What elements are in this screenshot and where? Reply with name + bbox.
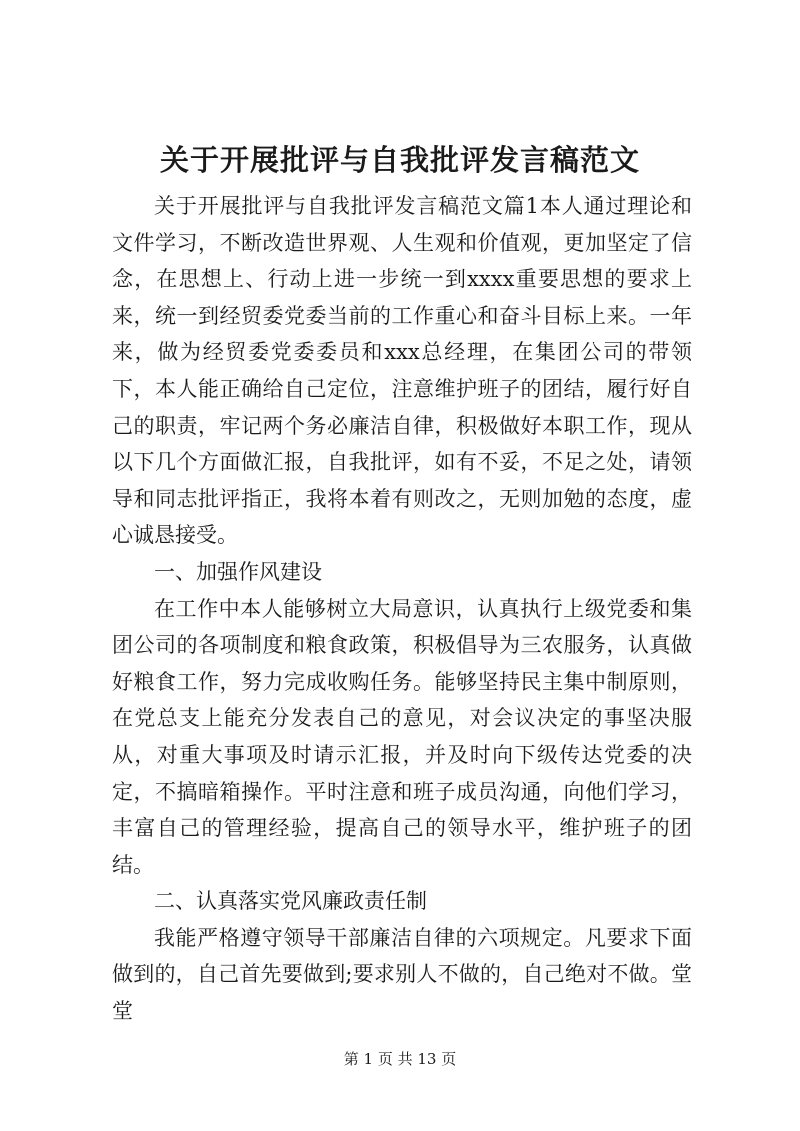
document-body xyxy=(112,188,692,1030)
page-number-footer: 第 1 页 共 13 页 xyxy=(343,1050,457,1068)
paragraph-section-2: 我能严格遵守领导干部廉洁自律的六项规定。凡要求下面做到的，自己首先要做到;要求别人不做的，自己绝对不做。堂堂 xyxy=(112,925,692,1024)
paragraph-intro: 关于开展批评与自我批评发言稿范文篇1本人通过理论和文件学习，不断改造世界观、人生观和价值观，更加坚定了信念，在思想上、行动上进一步统一到xxxx重要思想的要求上来，统一到经贸委党委当前的工作重心和奋斗目标上来。一年来，做为经贸委党委委员和xxx总经理，在集团公司的带领下，本人能正确给自己定位，注意维护班子的团结，履行好自己的职责，牢记两个务必廉洁自律，积极做好本职工作，现从以下几个方面做汇报，自我批评，如有不妥，不足之处，请领导和同志批评指正，我将本着有则改之，无则加勉的态度，虚心诚恳接受。 xyxy=(112,194,692,548)
paragraph-section-1: 在工作中本人能够树立大局意识，认真执行上级党委和集团公司的各项制度和粮食政策，积极倡导为三农服务，认真做好粮食工作，努力完成收购任务。能够坚持民主集中制原则，在党总支上能充分发表自己的意见，对会议决定的事坚决服从，对重大事项及时请示汇报，并及时向下级传达党委的决定，不搞暗箱操作。平时注意和班子成员沟通，向他们学习，丰富自己的管理经验，提高自己的领导水平，维护班子的团结。 xyxy=(112,596,692,877)
section-heading-1: 一、加强作风建设 xyxy=(154,559,322,584)
document-title: 关于开展批评与自我批评发言稿范文 xyxy=(159,143,640,177)
section-heading-2: 二、认真落实党风廉政责任制 xyxy=(154,889,427,914)
